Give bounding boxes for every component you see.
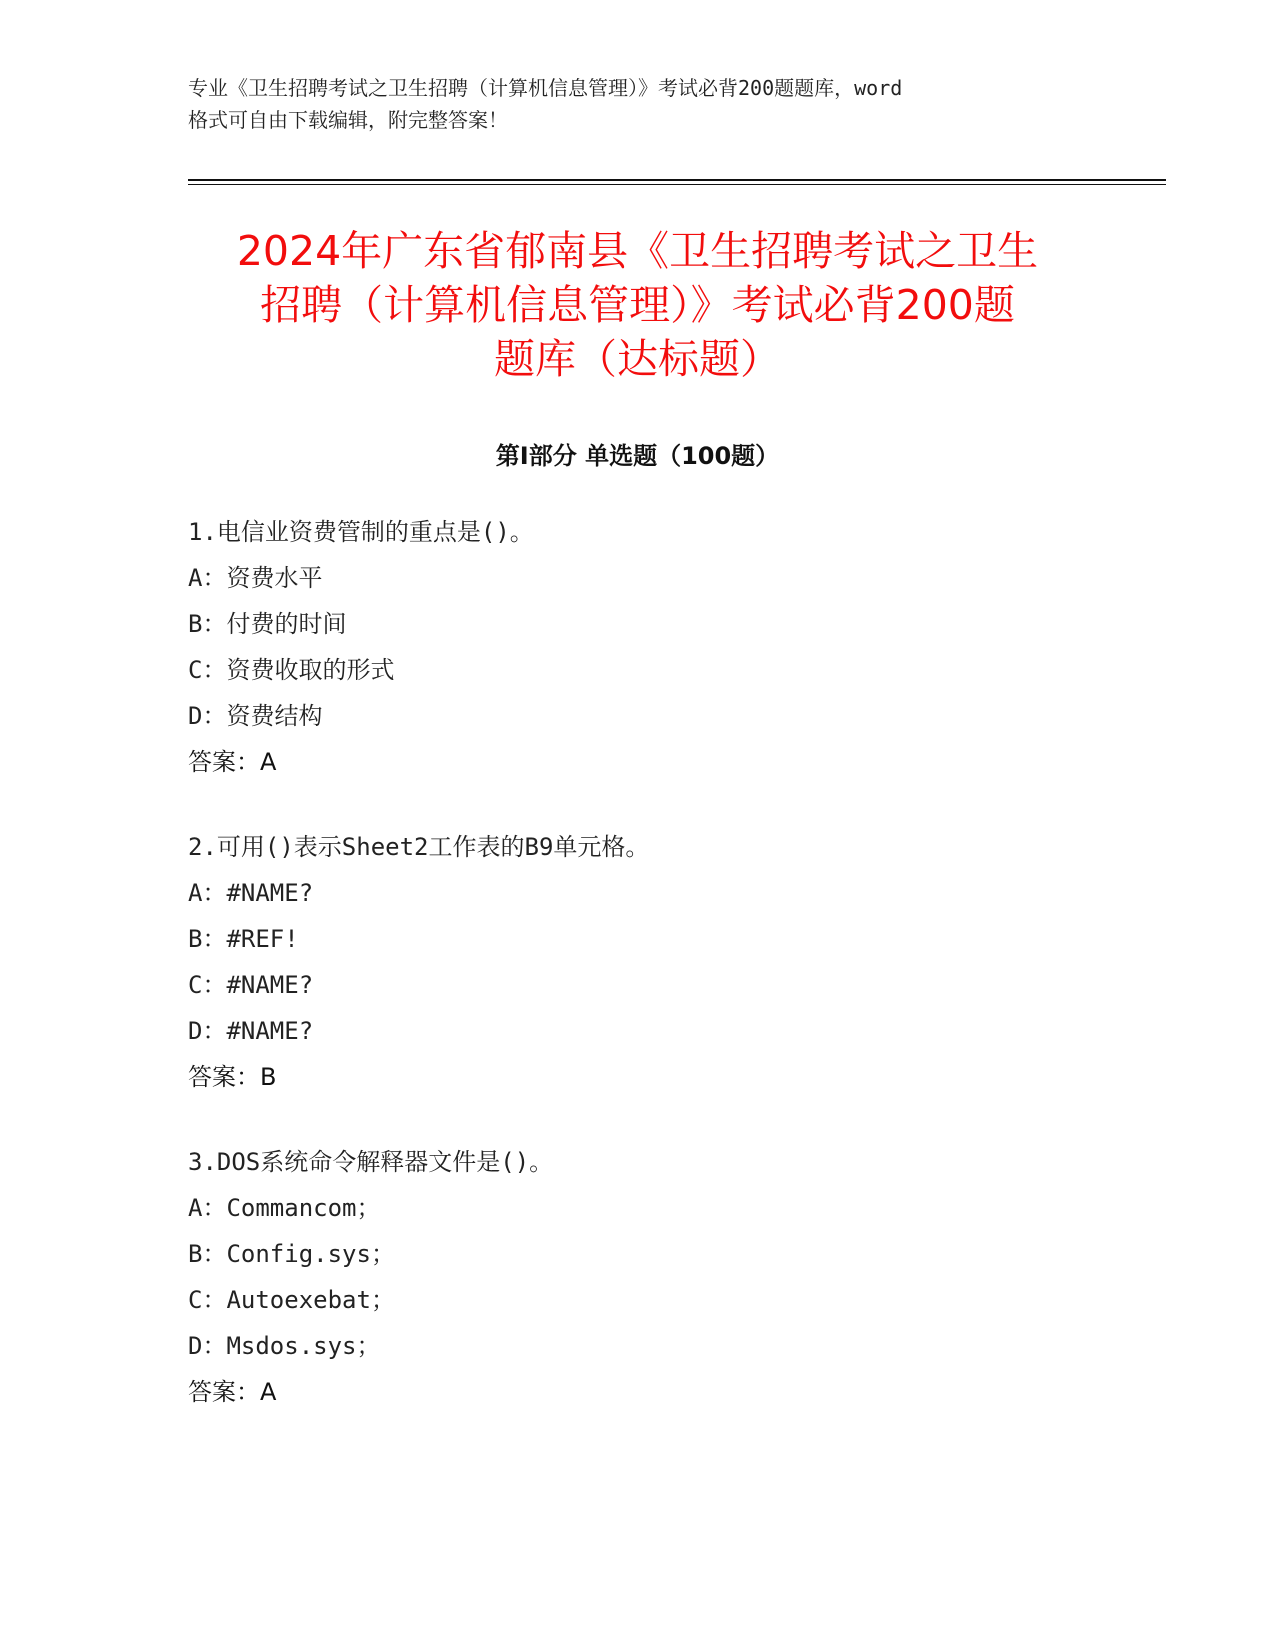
header-note-line-2: 格式可自由下载编辑，附完整答案！ bbox=[188, 108, 508, 132]
option-d bbox=[188, 1008, 1088, 1054]
option-label: A： bbox=[188, 1194, 227, 1222]
option-text: Config.sys； bbox=[226, 1240, 395, 1268]
answer: 答案：A bbox=[188, 748, 277, 776]
question-1 bbox=[188, 509, 1088, 785]
option-text: 付费的时间 bbox=[226, 610, 347, 638]
question-stem: 3.DOS系统命令解释器文件是()。 bbox=[188, 1148, 554, 1176]
document-title-line-1: 2024年广东省郁南县《卫生招聘考试之卫生 bbox=[236, 227, 1039, 275]
option-text: Autoexebat； bbox=[226, 1286, 395, 1314]
option-b bbox=[188, 1231, 1088, 1277]
option-label: B： bbox=[188, 925, 227, 953]
option-label: D： bbox=[188, 702, 227, 730]
question-stem: 2.可用()表示Sheet2工作表的B9单元格。 bbox=[188, 833, 650, 861]
option-a bbox=[188, 1185, 1088, 1231]
option-text: #NAME? bbox=[226, 971, 314, 999]
option-text: Msdos.sys； bbox=[226, 1332, 381, 1360]
option-label: B： bbox=[188, 1240, 227, 1268]
option-c bbox=[188, 1277, 1088, 1323]
option-a bbox=[188, 555, 1088, 601]
question-3 bbox=[188, 1139, 1088, 1415]
option-a bbox=[188, 870, 1088, 916]
document-title bbox=[170, 224, 1105, 386]
option-text: Commancom； bbox=[226, 1194, 381, 1222]
option-label: A： bbox=[188, 564, 227, 592]
option-b bbox=[188, 916, 1088, 962]
option-label: C： bbox=[188, 971, 227, 999]
header-note bbox=[188, 72, 1088, 136]
option-c bbox=[188, 962, 1088, 1008]
option-label: D： bbox=[188, 1332, 227, 1360]
header-divider-thick bbox=[188, 179, 1166, 181]
answer: 答案：A bbox=[188, 1378, 277, 1406]
option-text: 资费结构 bbox=[226, 702, 323, 730]
option-label: A： bbox=[188, 879, 227, 907]
section-heading: 第Ⅰ部分 单选题（100题） bbox=[495, 442, 780, 470]
option-c bbox=[188, 647, 1088, 693]
option-text: #NAME? bbox=[226, 879, 314, 907]
option-b bbox=[188, 601, 1088, 647]
question-2 bbox=[188, 824, 1088, 1100]
document-title-line-2: 招聘（计算机信息管理）》考试必背200题 bbox=[260, 281, 1015, 329]
option-d bbox=[188, 1323, 1088, 1369]
option-text: #NAME? bbox=[226, 1017, 314, 1045]
document-title-line-3: 题库（达标题） bbox=[494, 335, 781, 383]
option-text: 资费收取的形式 bbox=[226, 656, 395, 684]
answer: 答案：B bbox=[188, 1063, 277, 1091]
option-text: #REF! bbox=[226, 925, 299, 953]
question-stem: 1.电信业资费管制的重点是()。 bbox=[188, 518, 534, 546]
header-note-line-1: 专业《卫生招聘考试之卫生招聘（计算机信息管理）》考试必背200题题库，word bbox=[188, 76, 903, 100]
option-label: C： bbox=[188, 1286, 227, 1314]
option-text: 资费水平 bbox=[226, 564, 323, 592]
option-label: C： bbox=[188, 656, 227, 684]
option-label: D： bbox=[188, 1017, 227, 1045]
option-d bbox=[188, 693, 1088, 739]
header-divider-thin bbox=[188, 184, 1166, 185]
option-label: B： bbox=[188, 610, 227, 638]
